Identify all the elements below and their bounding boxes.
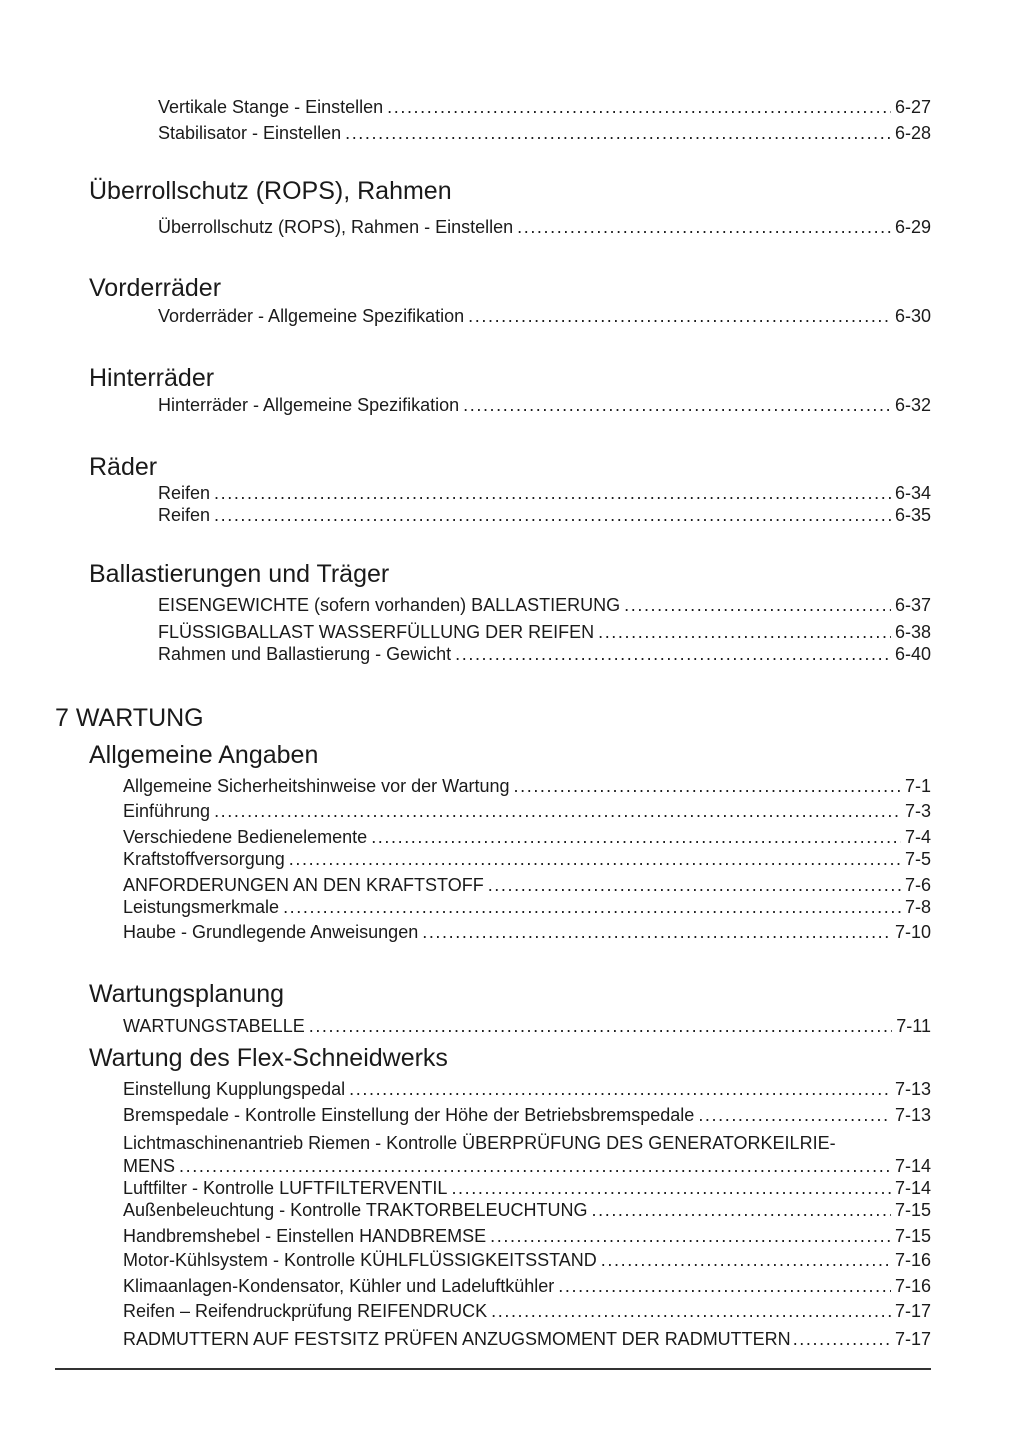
toc-entry-page: 7-1 (904, 776, 931, 796)
section-heading: Überrollschutz (ROPS), Rahmen (89, 177, 452, 205)
toc-dot-leader (793, 1328, 893, 1350)
toc-entry-page: 7-11 (896, 1016, 931, 1036)
toc-dot-leader (349, 1078, 891, 1100)
toc-dot-leader (309, 1015, 893, 1037)
toc-entry-text: Motor-Kühlsystem - Kontrolle KÜHLFLÜSSIGKEITSSTAND (123, 1250, 597, 1270)
section-heading: Wartungsplanung (89, 980, 285, 1008)
toc-entry-text: Kraftstoffversorgung (123, 849, 285, 869)
toc-entry-text: ANFORDERUNGEN AN DEN KRAFTSTOFF (123, 875, 484, 895)
toc-entry-text: Allgemeine Sicherheitshinweise vor der Wartung (123, 776, 510, 796)
toc-entry-page: 7-6 (904, 875, 931, 895)
toc-entry-text: Reifen – Reifendruckprüfung REIFENDRUCK (123, 1301, 488, 1321)
toc-entry[interactable] (123, 775, 931, 797)
toc-dot-leader (491, 1300, 891, 1322)
chapter-title: 7 WARTUNG (55, 704, 204, 732)
toc-entry-page: 6-34 (894, 483, 931, 503)
toc-entry[interactable] (123, 848, 931, 870)
toc-entry-page: 6-29 (894, 217, 931, 237)
toc-entry-page: 6-32 (894, 395, 931, 415)
toc-entry-text: Bremspedale - Kontrolle Einstellung der Höhe der Betriebsbremspedale (123, 1105, 695, 1125)
toc-entry-text: Leistungsmerkmale (123, 897, 280, 917)
toc-entry-text: WARTUNGSTABELLE (123, 1016, 305, 1036)
toc-entry[interactable] (123, 1275, 931, 1297)
toc-dot-leader (455, 643, 891, 665)
toc-entry[interactable] (158, 643, 931, 665)
toc-entry-page: 7-17 (894, 1329, 931, 1349)
toc-dot-leader (468, 305, 891, 327)
toc-dot-leader (463, 394, 891, 416)
toc-entry-page: 7-3 (904, 801, 931, 821)
toc-entry[interactable] (123, 1078, 931, 1100)
toc-entry-page: 7-15 (894, 1226, 931, 1246)
section-heading: Hinterräder (89, 364, 215, 392)
toc-entry-page: 7-13 (894, 1079, 931, 1099)
toc-entry-text-line2: MENS (123, 1156, 176, 1176)
toc-entry[interactable] (123, 826, 931, 848)
toc-dot-leader (558, 1275, 891, 1297)
toc-entry-page: 6-27 (894, 97, 931, 117)
toc-entry-text: Vertikale Stange - Einstellen (158, 97, 384, 117)
toc-entry-text: RADMUTTERN AUF FESTSITZ PRÜFEN ANZUGSMOMENT DER RADMUTTERN (123, 1329, 791, 1349)
toc-entry[interactable] (123, 874, 931, 896)
toc-entry-text: Reifen (158, 483, 211, 503)
footer-divider (55, 1368, 931, 1370)
toc-dot-leader (517, 216, 891, 238)
toc-dot-leader (490, 1225, 891, 1247)
toc-entry-page: 7-8 (904, 897, 931, 917)
toc-entry-page: 7-15 (894, 1200, 931, 1220)
toc-entry[interactable] (158, 96, 931, 118)
toc-dot-leader (601, 1249, 891, 1271)
toc-dot-leader (514, 775, 901, 797)
toc-dot-leader (345, 122, 891, 144)
toc-entry-text: Haube - Grundlegende Anweisungen (123, 922, 419, 942)
toc-entry-page: 7-16 (894, 1250, 931, 1270)
toc-entry-page: 6-30 (894, 306, 931, 326)
toc-entry-page: 7-14 (894, 1178, 931, 1198)
toc-entry-text: EISENGEWICHTE (sofern vorhanden) BALLASTIERUNG (158, 595, 621, 615)
toc-entry[interactable] (123, 800, 931, 822)
toc-entry-page: 6-28 (894, 123, 931, 143)
toc-dot-leader (214, 482, 891, 504)
toc-entry[interactable] (158, 594, 931, 616)
toc-entry[interactable] (123, 1199, 931, 1221)
toc-entry-page: 6-35 (894, 505, 931, 525)
toc-entry-text: Rahmen und Ballastierung - Gewicht (158, 644, 452, 664)
toc-entry[interactable] (123, 896, 931, 918)
toc-dot-leader (179, 1155, 891, 1177)
toc-entry[interactable] (123, 1155, 931, 1177)
toc-dot-leader (371, 826, 901, 848)
toc-dot-leader (214, 800, 901, 822)
toc-entry[interactable] (158, 122, 931, 144)
toc-entry-page: 7-14 (894, 1156, 931, 1176)
section-heading: Ballastierungen und Träger (89, 560, 390, 588)
toc-dot-leader (451, 1177, 891, 1199)
toc-entry-page: 6-37 (894, 595, 931, 615)
toc-entry[interactable] (158, 621, 931, 643)
toc-entry[interactable] (123, 921, 931, 943)
toc-dot-leader (283, 896, 901, 918)
toc-entry[interactable] (158, 482, 931, 504)
toc-dot-leader (289, 848, 901, 870)
toc-dot-leader (598, 621, 891, 643)
toc-entry-text: Hinterräder - Allgemeine Spezifikation (158, 395, 460, 415)
toc-entry[interactable] (123, 1225, 931, 1247)
toc-entry-text: Überrollschutz (ROPS), Rahmen - Einstellen (158, 217, 514, 237)
toc-entry-text: Stabilisator - Einstellen (158, 123, 342, 143)
toc-entry[interactable] (123, 1328, 931, 1350)
section-heading: Allgemeine Angaben (89, 741, 319, 769)
toc-entry-page: 7-16 (894, 1276, 931, 1296)
section-heading: Wartung des Flex-Schneidwerks (89, 1044, 448, 1072)
toc-entry[interactable] (123, 1300, 931, 1322)
toc-dot-leader (698, 1104, 891, 1126)
toc-entry-page: 7-10 (894, 922, 931, 942)
toc-entry-text: Reifen (158, 505, 211, 525)
toc-entry[interactable] (158, 394, 931, 416)
toc-entry-text: Handbremshebel - Einstellen HANDBREMSE (123, 1226, 487, 1246)
toc-entry[interactable] (123, 1104, 931, 1126)
section-heading: Räder (89, 453, 158, 481)
toc-entry-text: Luftfilter - Kontrolle LUFTFILTERVENTIL (123, 1178, 448, 1198)
toc-entry-text: Vorderräder - Allgemeine Spezifikation (158, 306, 465, 326)
toc-dot-leader (488, 874, 901, 896)
toc-entry-page: 7-4 (904, 827, 931, 847)
toc-entry[interactable] (123, 1015, 931, 1037)
toc-entry-page: 6-40 (894, 644, 931, 664)
toc-entry-page: 7-17 (894, 1301, 931, 1321)
toc-entry[interactable] (158, 305, 931, 327)
toc-dot-leader (214, 504, 891, 526)
toc-entry-text: Verschiedene Bedienelemente (123, 827, 368, 847)
toc-entry-page: 6-38 (894, 622, 931, 642)
toc-dot-leader (387, 96, 891, 118)
toc-entry-page: 7-13 (894, 1105, 931, 1125)
toc-dot-leader (624, 594, 891, 616)
toc-entry-text-line1[interactable]: Lichtmaschinenantrieb Riemen - Kontrolle ÜBERPRÜFUNG DES GENERATORKEILRIE- (123, 1133, 836, 1153)
toc-entry[interactable] (158, 216, 931, 238)
toc-entry-text: Einstellung Kupplungspedal (123, 1079, 346, 1099)
section-heading: Vorderräder (89, 274, 222, 302)
toc-entry-page: 7-5 (904, 849, 931, 869)
toc-entry[interactable] (123, 1177, 931, 1199)
toc-entry[interactable] (123, 1249, 931, 1271)
toc-entry-text: FLÜSSIGBALLAST WASSERFÜLLUNG DER REIFEN (158, 622, 595, 642)
toc-entry-text: Einführung (123, 801, 211, 821)
toc-entry[interactable] (158, 504, 931, 526)
toc-entry-text: Klimaanlagen-Kondensator, Kühler und Ladeluftkühler (123, 1276, 555, 1296)
toc-dot-leader (422, 921, 891, 943)
toc-dot-leader (592, 1199, 891, 1221)
toc-entry-text: Außenbeleuchtung - Kontrolle TRAKTORBELEUCHTUNG (123, 1200, 588, 1220)
